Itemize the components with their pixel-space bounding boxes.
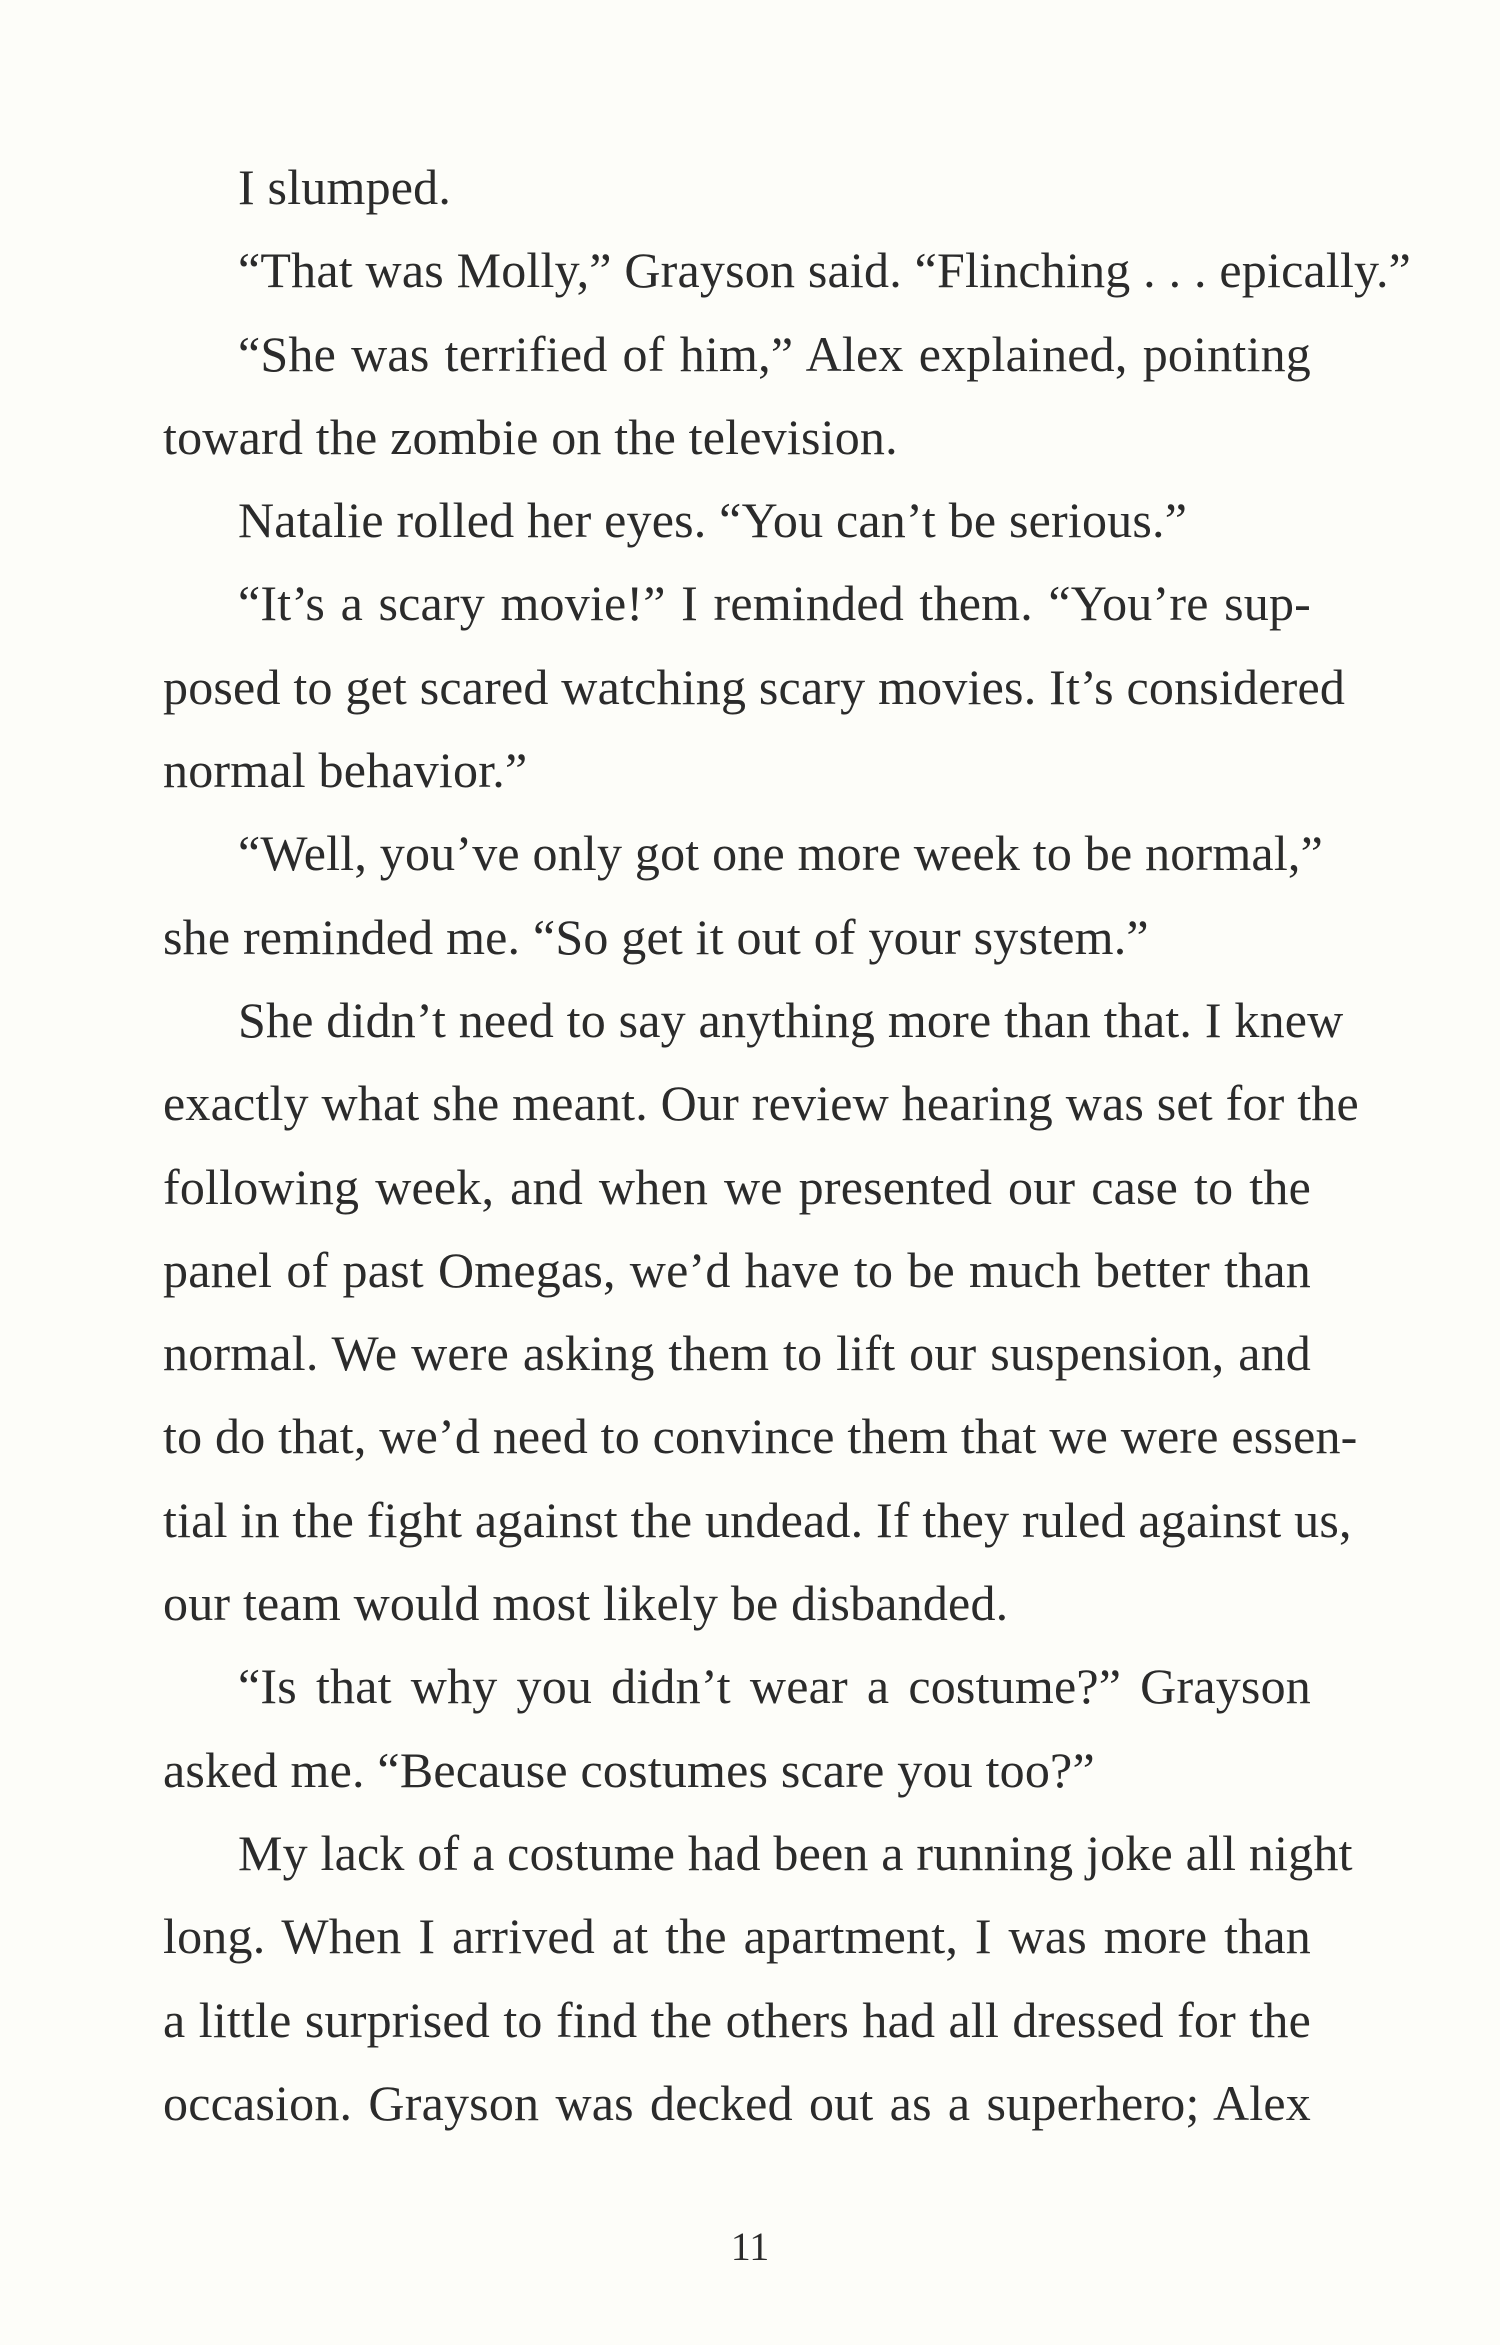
text-line: occasion. Grayson was decked out as a superhero; Alex	[163, 2074, 1311, 2131]
text-line: asked me. “Because costumes scare you too?”	[163, 1741, 1095, 1798]
page-number: 11	[730, 2224, 770, 2269]
text-line: tial in the fight against the undead. If they ruled against us,	[163, 1491, 1352, 1548]
text-line: toward the zombie on the television.	[163, 408, 898, 465]
text-line: “Well, you’ve only got one more week to be normal,”	[238, 825, 1324, 882]
text-line: long. When I arrived at the apartment, I was more than	[163, 1908, 1311, 1965]
text-line: she reminded me. “So get it out of your system.”	[163, 908, 1149, 965]
text-line: She didn’t need to say anything more than that. I knew	[238, 991, 1344, 1048]
text-line: normal behavior.”	[163, 742, 528, 799]
text-line: our team would most likely be disbanded.	[163, 1575, 1009, 1632]
text-line: “Is that why you didn’t wear a costume?” Grayson	[238, 1658, 1311, 1715]
text-line: “That was Molly,” Grayson said. “Flinching . . . epically.”	[238, 242, 1412, 299]
text-line: “It’s a scary movie!” I reminded them. “You’re sup-	[238, 575, 1311, 632]
text-line: Natalie rolled her eyes. “You can’t be serious.”	[238, 492, 1188, 549]
text-line: exactly what she meant. Our review hearing was set for the	[163, 1075, 1359, 1132]
text-line: My lack of a costume had been a running joke all night	[238, 1824, 1353, 1881]
text-line: panel of past Omegas, we’d have to be much better than	[163, 1241, 1311, 1298]
text-line: I slumped.	[238, 159, 452, 215]
text-line: a little surprised to find the others had all dressed for the	[163, 1991, 1311, 2048]
text-line: normal. We were asking them to lift our suspension, and	[163, 1325, 1311, 1382]
text-line: to do that, we’d need to convince them that we were essen-	[163, 1408, 1358, 1465]
body-text	[163, 146, 1412, 2145]
text-line: posed to get scared watching scary movies. It’s considered	[163, 658, 1346, 715]
text-line: “She was terrified of him,” Alex explained, pointing	[238, 325, 1311, 382]
text-line: following week, and when we presented our case to the	[163, 1158, 1311, 1215]
